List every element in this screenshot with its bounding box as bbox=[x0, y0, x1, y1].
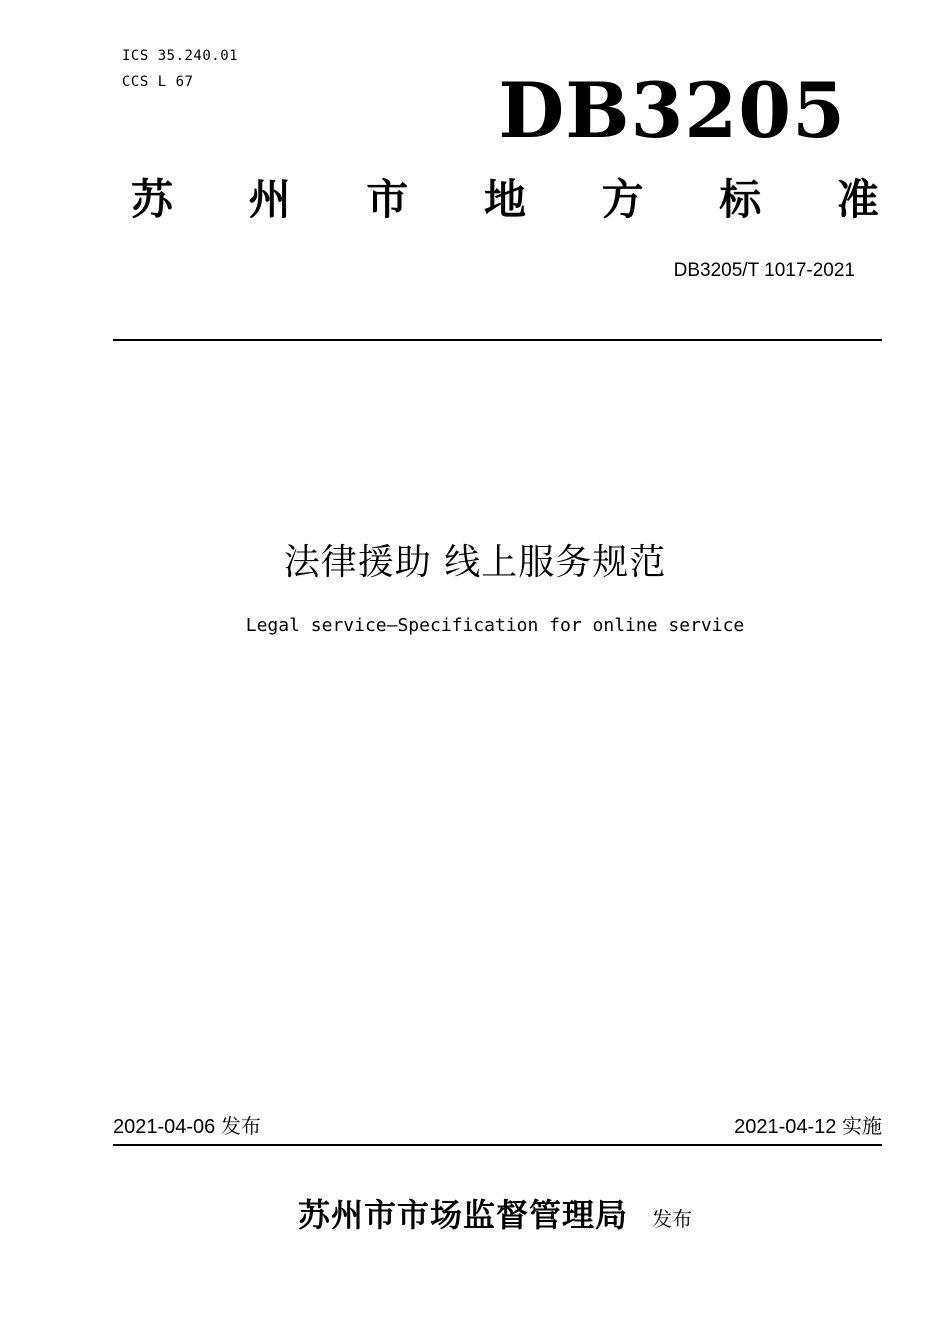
issue-date: 2021-04-06 发布 bbox=[113, 1116, 261, 1138]
standard-type-char: 方 bbox=[601, 175, 644, 224]
bottom-divider bbox=[113, 1144, 882, 1146]
publish-label: 发布 bbox=[652, 1207, 692, 1231]
standard-number: DB3205/T 1017-2021 bbox=[673, 260, 855, 281]
ccs-code: CCS L 67 bbox=[122, 74, 194, 90]
standard-type-char: 地 bbox=[483, 175, 526, 224]
publisher-line bbox=[0, 1192, 950, 1238]
document-title-english: Legal service—Specification for online service bbox=[245, 615, 745, 636]
standard-type-char: 准 bbox=[836, 175, 879, 224]
standard-type-char: 州 bbox=[248, 175, 291, 224]
publisher-name: 苏州市市场监督管理局 bbox=[297, 1196, 628, 1234]
standard-type-char: 市 bbox=[366, 175, 409, 224]
standard-type-heading bbox=[122, 170, 888, 230]
standard-type-char: 标 bbox=[719, 175, 762, 224]
implementation-date: 2021-04-12 实施 bbox=[734, 1116, 882, 1138]
document-title-chinese: 法律援助 线上服务规范 bbox=[283, 542, 667, 583]
standard-code-logo: DB3205 bbox=[498, 66, 846, 155]
top-divider bbox=[113, 339, 882, 341]
standard-type-char: 苏 bbox=[130, 175, 173, 224]
ics-code: ICS 35.240.01 bbox=[122, 48, 239, 64]
